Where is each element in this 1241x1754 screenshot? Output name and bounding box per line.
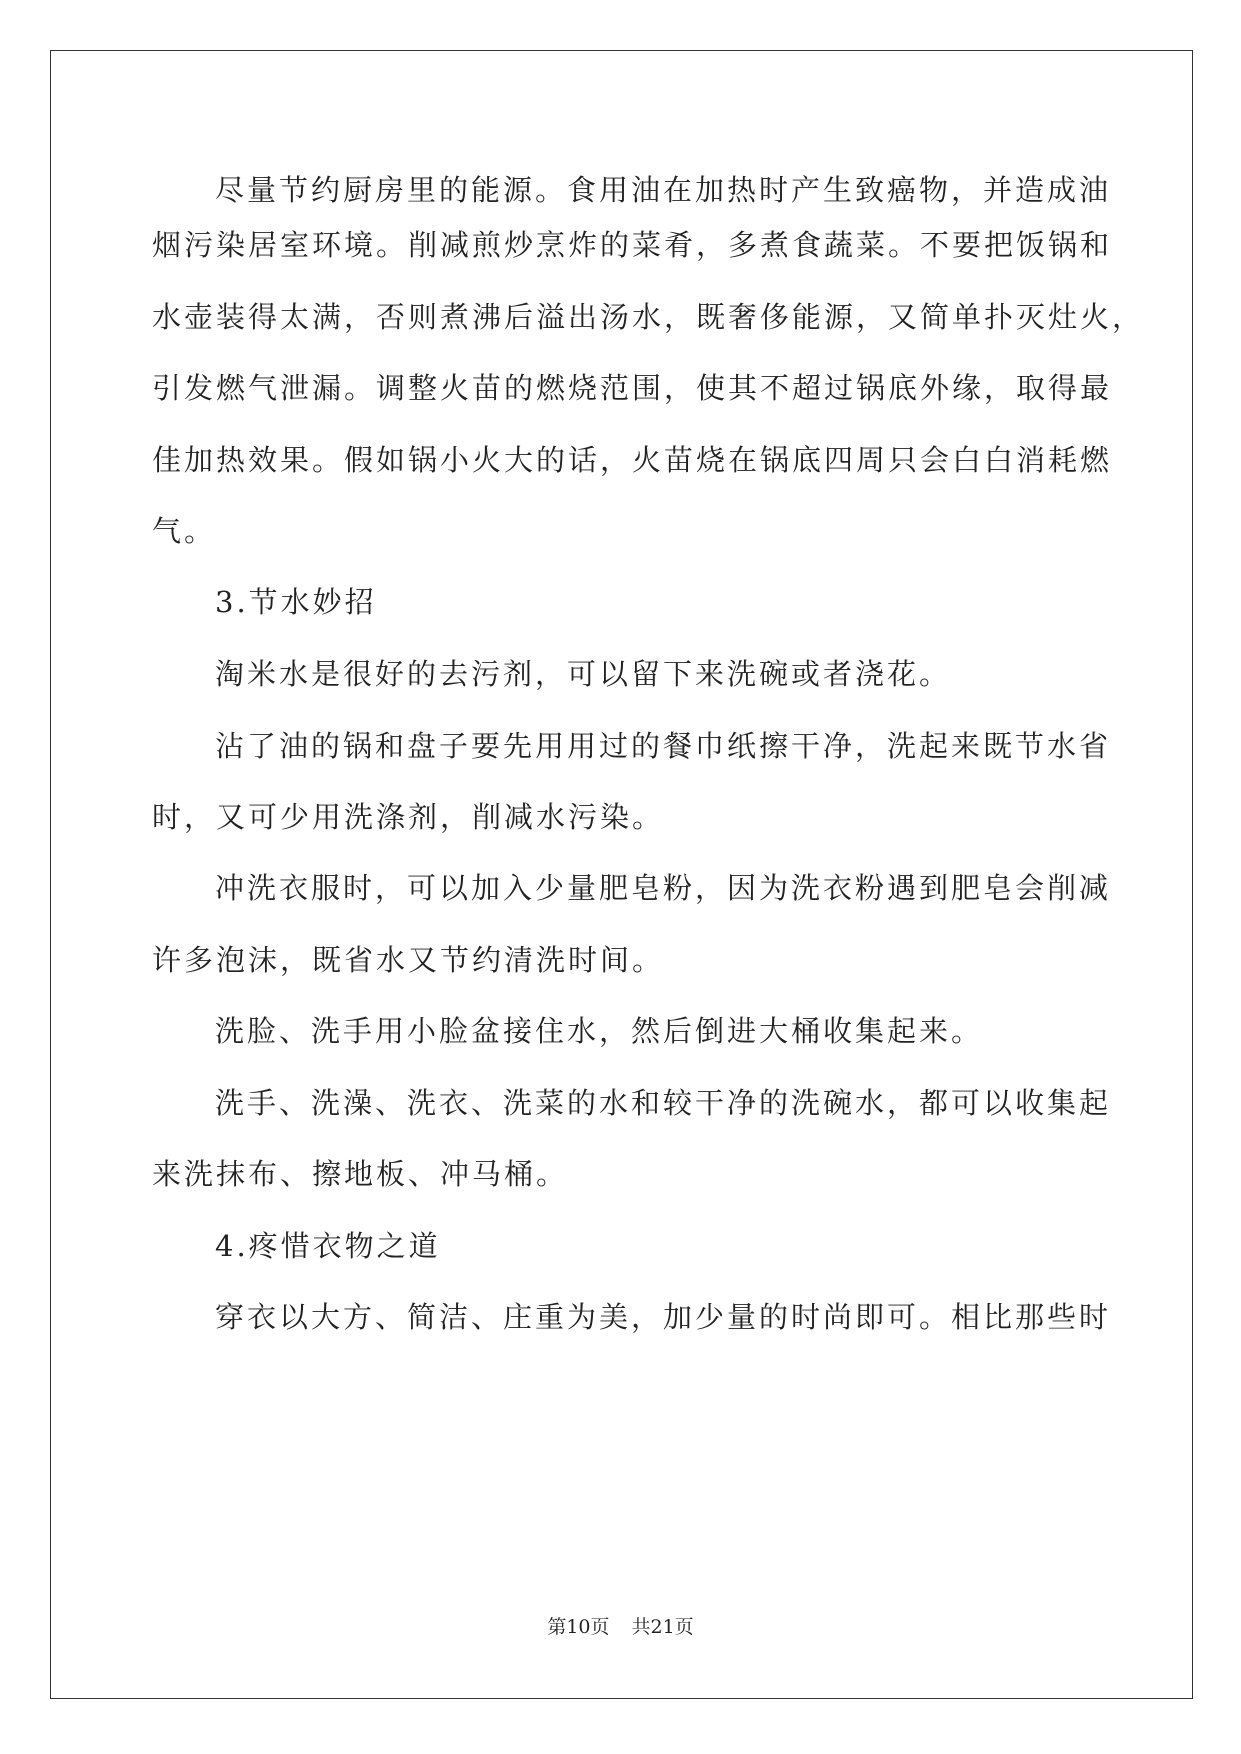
text-line: 时，又可少用洗涤剂，削减水污染。	[152, 800, 665, 834]
text-line: 烟污染居室环境。削减煎炒烹炸的菜肴，多煮食蔬菜。不要把饭锅和	[152, 228, 1113, 262]
section-heading: 4.疼惜衣物之道	[215, 1229, 441, 1263]
text-line: 来洗抹布、擦地板、冲马桶。	[152, 1157, 569, 1191]
text-line: 气。	[152, 514, 217, 548]
text-line: 引发燃气泄漏。调整火苗的燃烧范围，使其不超过锅底外缘，取得最	[152, 371, 1113, 405]
text-line: 许多泡沫，既省水又节约清洗时间。	[152, 943, 665, 977]
page-footer	[0, 1613, 1241, 1641]
text-line: 穿衣以大方、简洁、庄重为美，加少量的时尚即可。相比那些时	[215, 1300, 1112, 1334]
text-line: 洗手、洗澡、洗衣、洗菜的水和较干净的洗碗水，都可以收集起	[215, 1086, 1112, 1120]
text-line: 沾了油的锅和盘子要先用用过的餐巾纸擦干净，洗起来既节水省	[215, 729, 1112, 763]
text-line: 佳加热效果。假如锅小火大的话，火苗烧在锅底四周只会白白消耗燃	[152, 443, 1113, 477]
text-line: 冲洗衣服时，可以加入少量肥皂粉，因为洗衣粉遇到肥皂会削减	[215, 871, 1112, 905]
text-line: 尽量节约厨房里的能源。食用油在加热时产生致癌物，并造成油	[215, 173, 1112, 207]
page-number: 第10页	[547, 1616, 610, 1638]
section-heading: 3.节水妙招	[215, 585, 377, 619]
text-line: 洗脸、洗手用小脸盆接住水，然后倒进大桶收集起来。	[215, 1014, 984, 1048]
page-total: 共21页	[631, 1616, 694, 1638]
text-line: 水壶装得太满，否则煮沸后溢出汤水，既奢侈能源，又简单扑灭灶火，	[152, 300, 1145, 334]
text-line: 淘米水是很好的去污剂，可以留下来洗碗或者浇花。	[215, 657, 952, 691]
